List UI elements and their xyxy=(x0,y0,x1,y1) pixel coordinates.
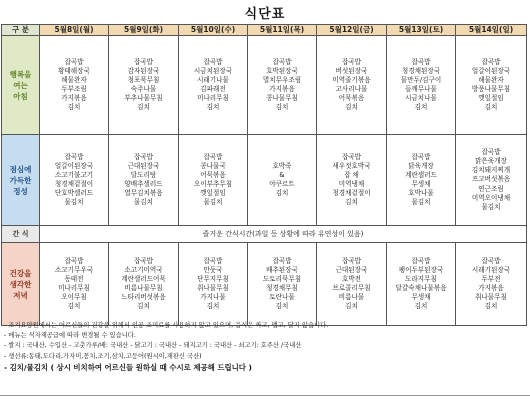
menu-item: 들깨무나물 xyxy=(405,85,437,93)
menu-item: 달도리탕 xyxy=(130,170,157,179)
menu-item: 어묵볶음 xyxy=(200,170,226,179)
day-header: 5월14일(일) xyxy=(456,25,527,36)
menu-item: 가지볶음 xyxy=(478,284,504,292)
menu-item: 물김치 xyxy=(64,198,84,207)
menu-item: 비름나물 xyxy=(338,293,365,302)
menu-item: 물만두/김구이 xyxy=(400,75,442,84)
dinner-cell xyxy=(248,243,317,326)
menu-item: 오이무침 xyxy=(61,293,87,302)
note-line: - 생선류:동태,도다리,가자미,꽁치,조기,삼치,고등어(원시이,재판신 국산) xyxy=(4,352,202,360)
menu-item: 김파래전 xyxy=(200,85,226,93)
menu-item: 시래기나물 xyxy=(197,75,229,84)
menu-item: 동태전 xyxy=(64,274,84,283)
menu-item: 맑은육개장 xyxy=(475,157,507,166)
menu-item: 계란샐러드 xyxy=(405,170,437,179)
menu-item: 물김치 xyxy=(481,202,501,211)
lunch-cell xyxy=(109,135,179,226)
dinner-cell xyxy=(456,243,527,326)
lunch-cell xyxy=(248,135,317,226)
bottom-divider xyxy=(0,395,530,396)
page-title: 식단표 xyxy=(244,7,286,22)
menu-item: 가지볶음 xyxy=(269,85,295,93)
menu-item: 방풍나물무침 xyxy=(471,85,511,93)
menu-item: 느타리버섯볶음 xyxy=(121,293,166,302)
menu-item: 김치 xyxy=(414,302,428,311)
menu-item: 김치 xyxy=(137,103,150,112)
menu-item: 김치 xyxy=(275,302,289,311)
menu-item: 해물완자 xyxy=(478,75,504,84)
menu-item: 잡곡밥 xyxy=(411,256,431,265)
menu-item: 가지볶음 xyxy=(61,94,87,103)
lunch-cell xyxy=(40,135,109,226)
menu-item: 잡곡밥 xyxy=(133,57,154,66)
menu-item: 김치 xyxy=(484,103,498,112)
dinner-cell xyxy=(179,243,248,326)
menu-item: 오이부추무침 xyxy=(193,180,233,188)
menu-item: 해물완자 xyxy=(61,75,87,84)
lunch-cell xyxy=(456,135,527,226)
lunch-row xyxy=(2,135,527,226)
menu-item: 계란샐러드어묵 xyxy=(121,274,166,283)
meal-plan-table xyxy=(1,24,527,326)
menu-item: 도토리묵무침 xyxy=(262,274,302,283)
menu-item: 잡곡밥 xyxy=(133,256,154,265)
menu-item: 콩나물국 xyxy=(200,161,226,170)
lunch-label: 점심에 가득한 정성 xyxy=(2,135,40,226)
note-line: - 메뉴는 식자재공급에 따라 변경될 수 있습니다. xyxy=(4,332,136,340)
note-line: - 쌀지 : 국내산, 수입산 - 고춧가루/배: 국내산 - 닭고기 : 국내산 - 돼지고기 : 국내산 - 쇠고기: 호주산 /국내산 xyxy=(4,342,302,350)
menu-item: 양배추샐러드 xyxy=(124,180,163,188)
menu-item: 잡곡밥 xyxy=(411,57,431,66)
menu-item: 미역냉채 xyxy=(338,180,365,188)
menu-item: 미역오이냉채 xyxy=(471,193,511,202)
header-row xyxy=(2,25,527,36)
menu-item: 소고기미역국 xyxy=(124,265,163,274)
menu-item: 프고버섯볶음 xyxy=(471,175,511,184)
menu-item: 잡곡밥 xyxy=(64,256,84,265)
lunch-cell xyxy=(317,135,387,226)
menu-item: 호박죽 xyxy=(272,161,292,170)
menu-item: 미역줄기볶음 xyxy=(332,75,371,84)
menu-item: 호박된장국 xyxy=(266,66,298,75)
menu-item: 김치 xyxy=(345,103,358,112)
menu-item: 닭육개장 xyxy=(408,161,434,170)
menu-item: 미나리무침 xyxy=(58,284,90,292)
header-label: 구 분 xyxy=(2,25,40,36)
day-header: 5월12일(금) xyxy=(317,25,387,36)
note-kimchi: - 김치/물김치 ( 상시 비치하여 어르신들 원하실 때 수시로 제공해 드립니다 ) xyxy=(4,362,252,372)
dinner-cell xyxy=(387,243,456,326)
menu-item: 가지나물 xyxy=(200,293,226,302)
menu-item: 김치 xyxy=(484,302,498,311)
breakfast-cell xyxy=(40,36,109,135)
menu-item: 김치 xyxy=(345,198,358,207)
menu-item: 물김치 xyxy=(133,198,154,207)
menu-item: 호박전 xyxy=(341,274,362,283)
menu-item: 김치 xyxy=(275,103,289,112)
breakfast-cell xyxy=(317,36,387,135)
menu-item: 청경채겉절이 xyxy=(332,189,371,198)
day-header: 5월13일(토) xyxy=(387,25,456,36)
menu-item: 잡곡밥 xyxy=(64,152,84,161)
menu-item: 김치돼지찌개 xyxy=(471,166,511,175)
menu-item: 잡 채 xyxy=(344,170,359,179)
snack-label: 간 식 xyxy=(2,226,40,243)
day-header: 5월10일(수) xyxy=(179,25,248,36)
menu-item: 만둣국 xyxy=(203,265,223,274)
menu-item: 시금치나물 xyxy=(405,94,437,103)
menu-item: 잡곡밥 xyxy=(411,152,431,161)
menu-item: & xyxy=(279,170,285,179)
menu-item: 소고기무우국 xyxy=(54,265,94,274)
menu-item: 깻잎절임 xyxy=(478,94,504,103)
menu-item: 김치 xyxy=(137,302,150,311)
snack-row xyxy=(2,226,527,243)
breakfast-cell xyxy=(248,36,317,135)
menu-item: 부추나물무침 xyxy=(124,94,163,103)
lunch-cell xyxy=(387,135,456,226)
breakfast-row xyxy=(2,36,527,135)
menu-item: 근대된장국 xyxy=(335,265,368,274)
menu-item: 두부전 xyxy=(481,274,501,283)
menu-item: 취나물무침 xyxy=(197,284,229,292)
menu-item: 도라지무침 xyxy=(405,274,437,283)
menu-item: 호박나물 xyxy=(408,189,434,198)
menu-item: 무생채 xyxy=(411,180,431,188)
breakfast-cell xyxy=(179,36,248,135)
breakfast-cell xyxy=(109,36,179,135)
breakfast-cell xyxy=(456,36,527,135)
menu-item: 잡곡밥 xyxy=(341,152,362,161)
menu-item: 잡곡밥 xyxy=(64,57,84,66)
menu-item: 무생채 xyxy=(411,293,431,302)
menu-item: 미나리무침 xyxy=(197,94,229,103)
notes-section xyxy=(4,321,526,374)
menu-item: 배추된장국 xyxy=(266,265,298,274)
menu-item: 야쿠르트 xyxy=(269,180,295,188)
note-line: - 조지요양원에서는 어르신들의 건강을 위해서 인공 조미료를 사용하지 않고 있으며, 음식은 짜고, 맵고, 달지 않습니다. xyxy=(4,322,329,329)
menu-item: 새우젓호박국 xyxy=(332,161,371,170)
menu-item: 단무지무침 xyxy=(197,274,229,283)
menu-item: 단호박샐러드 xyxy=(54,189,94,198)
menu-item: 청경채겉절이 xyxy=(54,180,94,188)
menu-item: 청포묵무침 xyxy=(127,75,160,84)
menu-item: 비름나물무침 xyxy=(124,284,163,292)
menu-item: 어묵볶음 xyxy=(338,94,365,103)
menu-item: 시금치된장국 xyxy=(193,66,233,75)
menu-item: 김치 xyxy=(67,302,81,311)
menu-item: 두부조림 xyxy=(61,85,87,93)
menu-item: 취나물무침 xyxy=(475,293,507,302)
menu-item: 물김치 xyxy=(411,198,431,207)
menu-item: 팽이두부된장국 xyxy=(398,265,444,274)
menu-item: 잡곡밥 xyxy=(203,152,223,161)
dinner-label: 건강을 생각한 저녁 xyxy=(2,243,40,326)
menu-item: 김치 xyxy=(206,302,220,311)
menu-item: 시래기된장국 xyxy=(471,265,511,274)
day-header: 5월8일(월) xyxy=(40,25,109,36)
menu-item: 청경채된장국 xyxy=(401,66,441,75)
menu-item: 잡곡밥 xyxy=(272,256,292,265)
menu-item: 청경채무침 xyxy=(266,284,298,292)
menu-item: 브로콜리무침 xyxy=(332,284,371,292)
menu-item: 열무김치볶음 xyxy=(124,189,163,198)
breakfast-cell xyxy=(387,36,456,135)
menu-item: 달걀숙채나물볶음 xyxy=(395,284,447,292)
menu-item: 잡곡밥 xyxy=(133,152,154,161)
menu-item: 잡곡밥 xyxy=(481,57,501,66)
menu-item: 잡곡밥 xyxy=(341,57,362,66)
lunch-cell xyxy=(179,135,248,226)
menu-item: 김치 xyxy=(275,189,289,198)
menu-item: 버섯된장국 xyxy=(335,66,368,75)
menu-item: 황태해장국 xyxy=(58,66,90,75)
snack-text: 즐거운 간식시간(과일 등 상황에 따라 유연성이 있음) xyxy=(40,226,527,243)
breakfast-label: 행복을 여는 아침 xyxy=(2,36,40,135)
menu-item: 김치 xyxy=(414,103,428,112)
menu-item: 잡곡밥 xyxy=(203,57,223,66)
menu-item: 멸치무우조림 xyxy=(262,75,302,84)
menu-item: 김치 xyxy=(345,302,358,311)
menu-item: 고사리나물 xyxy=(335,85,368,93)
menu-item: 김치 xyxy=(206,103,220,112)
menu-item: 물김치 xyxy=(203,198,223,207)
menu-item: 소고기불고기 xyxy=(54,170,94,179)
menu-item: 잡곡밥 xyxy=(272,57,292,66)
menu-item: 깻잎절임 xyxy=(200,189,226,198)
menu-item: 잡곡밥 xyxy=(203,256,223,265)
menu-item: 잡곡밥 xyxy=(481,256,501,265)
menu-item: 숙주나물 xyxy=(130,85,157,93)
menu-item: 토란나물 xyxy=(269,293,295,302)
dinner-cell xyxy=(40,243,109,326)
day-header: 5월9일(화) xyxy=(109,25,179,36)
day-header: 5월11일(목) xyxy=(248,25,317,36)
dinner-row xyxy=(2,243,527,326)
menu-item: 잡곡밥 xyxy=(341,256,362,265)
menu-item: 얼갈이된장국 xyxy=(471,66,511,75)
menu-item: 김치 xyxy=(67,103,81,112)
menu-item: 근대된장국 xyxy=(127,161,160,170)
menu-item: 얼갈이된장국 xyxy=(54,161,94,170)
menu-item: 콩나물무침 xyxy=(266,94,298,103)
menu-item: 감자된장국 xyxy=(127,66,160,75)
menu-item: 잡곡밥 xyxy=(481,148,501,157)
menu-item: 연근조림 xyxy=(478,184,504,193)
dinner-cell xyxy=(109,243,179,326)
dinner-cell xyxy=(317,243,387,326)
